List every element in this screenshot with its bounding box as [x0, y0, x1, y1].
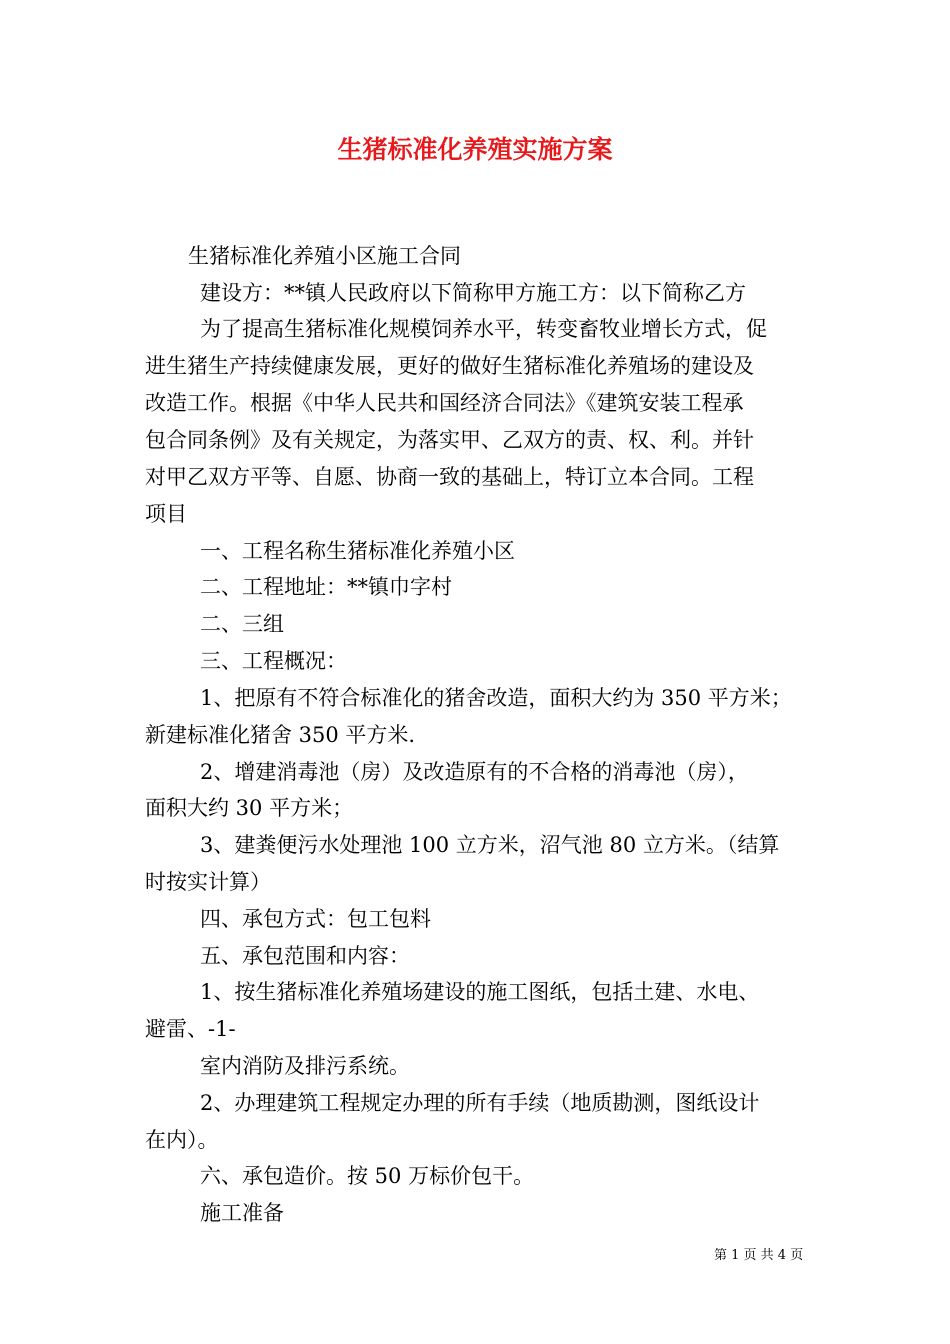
text-line: 进生猪生产持续健康发展，更好的做好生猪标准化养殖场的建设及	[145, 354, 754, 378]
text-line: 二、工程地址：**镇巾字村	[200, 575, 452, 599]
text-line: 施工准备	[200, 1201, 284, 1225]
text-line: 二、三组	[200, 612, 284, 636]
text-line: 1、把原有不符合标准化的猪舍改造，面积大约为 350 平方米；	[200, 686, 792, 710]
text-line: 四、承包方式：包工包料	[200, 907, 431, 931]
text-line: 面积大约 30 平方米；	[145, 796, 354, 820]
text-line: 2、增建消毒池（房）及改造原有的不合格的消毒池（房），	[200, 760, 749, 784]
text-line: 3、建粪便污水处理池 100 立方米，沼气池 80 立方米。（结算	[200, 833, 780, 857]
text-line: 时按实计算）	[145, 870, 271, 894]
text-line: 室内消防及排污系统。	[200, 1054, 410, 1078]
document-title: 生猪标准化养殖实施方案	[337, 135, 613, 164]
page-number: 第 1 页 共 4 页	[714, 1248, 804, 1263]
text-line: 一、工程名称生猪标准化养殖小区	[200, 539, 515, 563]
text-line: 对甲乙双方平等、自愿、协商一致的基础上，特订立本合同。工程	[145, 465, 754, 489]
text-line: 为了提高生猪标准化规模饲养水平，转变畜牧业增长方式，促	[200, 317, 767, 341]
text-line: 建设方：**镇人民政府以下简称甲方施工方：以下简称乙方	[200, 281, 746, 305]
text-line: 避雷、-1-	[145, 1017, 236, 1041]
text-line: 项目	[145, 502, 187, 526]
text-line: 在内）。	[145, 1128, 219, 1152]
text-line: 包合同条例》及有关规定，为落实甲、乙双方的责、权、利。并针	[145, 428, 754, 452]
text-line: 六、承包造价。按 50 万标价包干。	[200, 1164, 535, 1188]
text-line: 2、办理建筑工程规定办理的所有手续（地质勘测，图纸设计	[200, 1091, 760, 1115]
text-line: 新建标准化猪舍 350 平方米.	[145, 723, 416, 747]
text-line: 改造工作。根据《中华人民共和国经济合同法》《建筑安装工程承	[145, 391, 744, 415]
text-line: 五、承包范围和内容：	[200, 944, 410, 968]
text-line: 三、工程概况：	[200, 649, 347, 673]
text-line: 生猪标准化养殖小区施工合同	[188, 244, 461, 268]
text-line: 1、按生猪标准化养殖场建设的施工图纸，包括土建、水电、	[200, 980, 760, 1004]
